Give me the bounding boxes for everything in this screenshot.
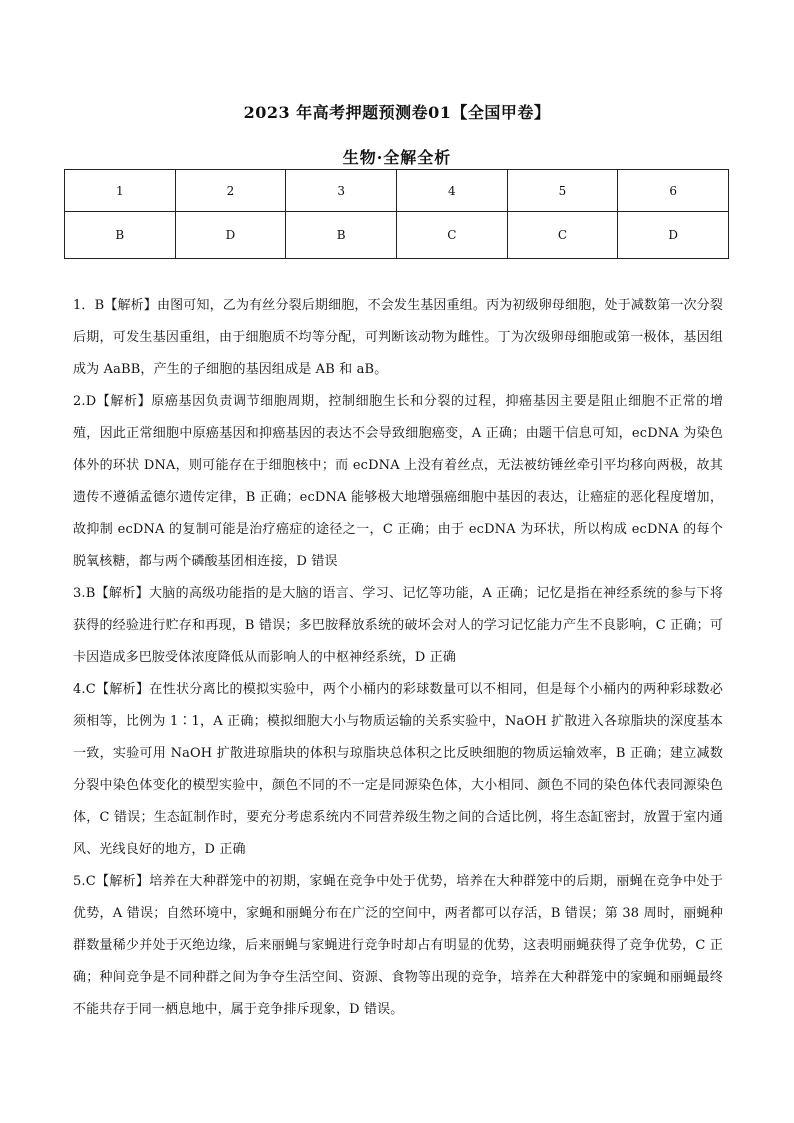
- analysis-paragraph-1: 1．B【解析】由图可知，乙为有丝分裂后期细胞，不会发生基因重组。丙为初级卵母细胞，处于减数第一次分裂后期，可发生基因重组，由于细胞质不均等分配，可判断该动物为雌性。丁为次级卵母细胞或第一极体，基因组成为 AaBB，产生的子细胞的基因组成是 AB 和 aB。: [73, 298, 723, 377]
- page-title: 2023 年高考押题预测卷01【全国甲卷】: [243, 103, 551, 122]
- analysis-section: [73, 290, 723, 1026]
- answer-cell: C: [396, 212, 507, 259]
- question-number-cell: 4: [396, 170, 507, 212]
- question-number-cell: 1: [65, 170, 176, 212]
- analysis-paragraph-2: 2.D【解析】原癌基因负责调节细胞周期，控制细胞生长和分裂的过程，抑癌基因主要是阻止细胞不正常的增殖，因此正常细胞中原癌基因和抑癌基因的表达不会导致细胞癌变，A 正确；由题干信息可知，ecDNA 为染色体外的环状 DNA，则可能存在于细胞核中；而 ecDNA 上没有着丝点，无法被纺锤丝牵引平均移向两极，故其遗传不遵循孟德尔遗传定律，B 正确；ecDNA 能够极大地增强癌细胞中基因的表达，让癌症的恶化程度增加，故抑制 ecDNA 的复制可能是治疗癌症的途径之一，C 正确；由于 ecDNA 为环状，所以构成 ecDNA 的每个脱氧核糖，都与两个磷酸基团相连接，D 错误: [73, 394, 723, 569]
- analysis-paragraph-5: 5.C【解析】培养在大种群笼中的初期，家蝇在竞争中处于优势，培养在大种群笼中的后期，丽蝇在竞争中处于优势，A 错误；自然环境中，家蝇和丽蝇分布在广泛的空间中，两者都可以存活，B 错误；第 38 周时，丽蝇种群数量稀少并处于灭绝边缘，后来丽蝇与家蝇进行竞争时却占有明显的优势，这表明丽蝇获得了竞争优势，C 正确；种间竞争是不同种群之间为争夺生活空间、资源、食物等出现的竞争，培养在大种群笼中的家蝇和丽蝇最终不能共存于同一栖息地中，属于竞争排斥现象，D 错误。: [73, 874, 723, 1017]
- answer-cell: B: [286, 212, 397, 259]
- analysis-paragraph-4: 4.C【解析】在性状分离比的模拟实验中，两个小桶内的彩球数量可以不相同，但是每个小桶内的两种彩球数必须相等，比例为 1∶1，A 正确；模拟细胞大小与物质运输的关系实验中，NaOH 扩散进入各琼脂块的深度基本一致，实验可用 NaOH 扩散进琼脂块的体积与琼脂块总体积之比反映细胞的物质运输效率，B 正确；建立减数分裂中染色体变化的模型实验中，颜色不同的不一定是同源染色体，大小相同、颜色不同的染色体代表同源染色体，C 错误；生态缸制作时，要充分考虑系统内不同营养级生物之间的合适比例，将生态缸密封，放置于室内通风、光线良好的地方，D 正确: [73, 682, 723, 857]
- question-number-cell: 6: [618, 170, 729, 212]
- question-number-cell: 3: [286, 170, 397, 212]
- answer-table: [64, 169, 729, 259]
- answer-cell: D: [618, 212, 729, 259]
- question-number-cell: 5: [507, 170, 618, 212]
- answer-row: [65, 212, 729, 259]
- question-number-row: [65, 170, 729, 212]
- question-number-cell: 2: [175, 170, 286, 212]
- answer-cell: C: [507, 212, 618, 259]
- page-subtitle: 生物·全解全析: [342, 148, 452, 167]
- answer-cell: D: [175, 212, 286, 259]
- answer-cell: B: [65, 212, 176, 259]
- analysis-paragraph-3: 3.B【解析】大脑的高级功能指的是大脑的语言、学习、记忆等功能，A 正确；记忆是指在神经系统的参与下将获得的经验进行贮存和再现，B 错误；多巴胺释放系统的破坏会对人的学习记忆能力产生不良影响，C 正确；可卡因造成多巴胺受体浓度降低从而影响人的中枢神经系统，D 正确: [73, 586, 723, 665]
